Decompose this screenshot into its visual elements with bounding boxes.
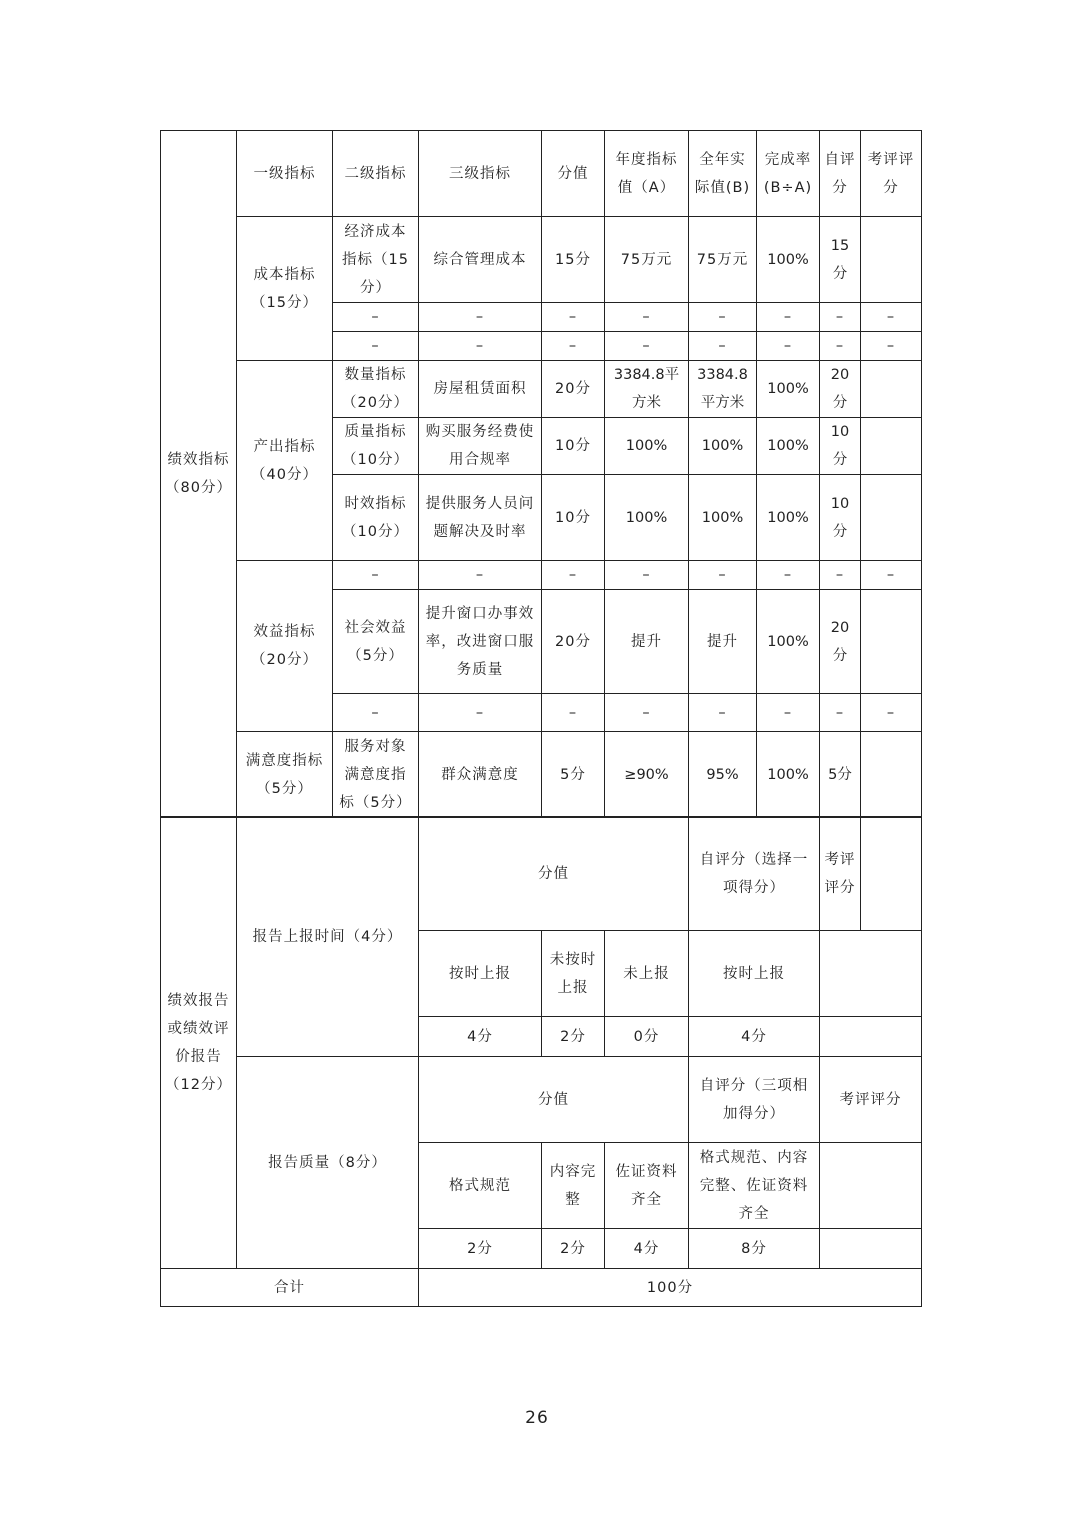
cell-actual: 100% [689,418,757,475]
satisfaction-level1: 满意度指标（5分） [237,732,333,818]
report-section [160,816,922,1307]
dash-cell: – [861,332,922,361]
quality-review-cell [820,1143,922,1229]
dash-cell: – [333,303,419,332]
cell-rate: 100% [757,732,820,818]
dash-cell: – [861,303,922,332]
cell-level2: 时效指标（10分） [333,475,419,561]
timing-self-score: 4分 [689,1017,820,1057]
output-level1: 产出指标（40分） [237,361,333,561]
cell-score: 20分 [542,590,605,694]
quality-self-header: 自评分（三项相加得分） [689,1057,820,1143]
table-row [161,361,922,418]
quality-option-score: 2分 [419,1229,542,1269]
cell-rate: 100% [757,217,820,303]
quality-score-header: 分值 [419,1057,689,1143]
cell-target: 3384.8平方米 [605,361,689,418]
timing-review-cell [820,931,922,1017]
cell-score: 10分 [542,418,605,475]
timing-option-score: 4分 [419,1017,542,1057]
timing-review-blank [861,817,922,931]
quality-review-cell [820,1229,922,1269]
dash-cell: – [861,694,922,732]
cell-self-score: 20分 [820,361,861,418]
cell-level3: 提供服务人员问题解决及时率 [419,475,542,561]
cell-review-score [861,361,922,418]
dash-cell: – [419,332,542,361]
cell-rate: 100% [757,418,820,475]
dash-cell: – [542,303,605,332]
header-score: 分值 [542,131,605,217]
cell-level3: 购买服务经费使用合规率 [419,418,542,475]
dash-cell: – [542,694,605,732]
cell-review-score [861,418,922,475]
cell-target: 提升 [605,590,689,694]
cell-score: 5分 [542,732,605,818]
dash-cell: – [419,303,542,332]
cell-level2: 质量指标（10分） [333,418,419,475]
cell-level3: 提升窗口办事效率，改进窗口服务质量 [419,590,542,694]
cell-review-score [861,217,922,303]
cell-level3: 群众满意度 [419,732,542,818]
cell-target: ≥90% [605,732,689,818]
dash-cell: – [689,332,757,361]
dash-cell: – [689,561,757,590]
cell-self-score: 20分 [820,590,861,694]
dash-cell: – [605,694,689,732]
dash-cell: – [689,694,757,732]
quality-review-header: 考评评分 [820,1057,922,1143]
dash-cell: – [689,303,757,332]
cell-review-score [861,475,922,561]
cell-level3: 综合管理成本 [419,217,542,303]
performance-score-table [160,130,922,818]
report-section-label: 绩效报告或绩效评价报告（12分） [161,817,237,1269]
quality-option: 格式规范 [419,1143,542,1229]
timing-self-header: 自评分（选择一项得分） [689,817,820,931]
dash-cell: – [757,303,820,332]
page-number: 26 [525,1408,549,1428]
dash-cell: – [333,332,419,361]
header-target: 年度指标值（A） [605,131,689,217]
cell-actual: 100% [689,475,757,561]
timing-review-header: 考评评分 [820,817,861,931]
table-row [161,561,922,590]
timing-option-score: 0分 [605,1017,689,1057]
total-value: 100分 [419,1269,922,1307]
cell-level2: 经济成本指标（15分） [333,217,419,303]
timing-option: 未上报 [605,931,689,1017]
cell-self-score: 10分 [820,475,861,561]
cell-self-score: 15分 [820,217,861,303]
report-score-table [160,816,922,1307]
report-timing-label: 报告上报时间（4分） [237,817,419,1057]
cell-level3: 房屋租赁面积 [419,361,542,418]
header-level3: 三级指标 [419,131,542,217]
dash-cell: – [820,303,861,332]
dash-cell: – [820,332,861,361]
dash-cell: – [542,561,605,590]
cost-level1: 成本指标（15分） [237,217,333,361]
quality-option-score: 2分 [542,1229,605,1269]
cell-level2: 服务对象满意度指标（5分） [333,732,419,818]
header-review-score: 考评评分 [861,131,922,217]
dash-cell: – [419,694,542,732]
dash-cell: – [820,694,861,732]
total-label: 合计 [161,1269,419,1307]
dash-cell: – [605,561,689,590]
timing-option: 按时上报 [419,931,542,1017]
quality-self-score: 8分 [689,1229,820,1269]
table-row [161,217,922,303]
dash-cell: – [757,561,820,590]
timing-self-choice: 按时上报 [689,931,820,1017]
quality-option-score: 4分 [605,1229,689,1269]
dash-cell: – [333,561,419,590]
cell-review-score [861,590,922,694]
dash-cell: – [333,694,419,732]
cell-rate: 100% [757,475,820,561]
header-self-score: 自评分 [820,131,861,217]
cell-score: 20分 [542,361,605,418]
cell-rate: 100% [757,590,820,694]
cell-target: 75万元 [605,217,689,303]
dash-cell: – [820,561,861,590]
cell-actual: 95% [689,732,757,818]
cell-rate: 100% [757,361,820,418]
quality-self-choice: 格式规范、内容完整、佐证资料齐全 [689,1143,820,1229]
dash-cell: – [605,332,689,361]
cell-actual: 75万元 [689,217,757,303]
dash-cell: – [757,694,820,732]
quality-option: 内容完整 [542,1143,605,1229]
dash-cell: – [542,332,605,361]
dash-cell: – [419,561,542,590]
cell-target: 100% [605,418,689,475]
cell-level2: 社会效益（5分） [333,590,419,694]
timing-option: 未按时上报 [542,931,605,1017]
table-row [161,732,922,818]
header-rate: 完成率(B÷A) [757,131,820,217]
dash-cell: – [757,332,820,361]
cell-actual: 提升 [689,590,757,694]
dash-cell: – [861,561,922,590]
cell-score: 10分 [542,475,605,561]
cell-review-score [861,732,922,818]
timing-score-header: 分值 [419,817,689,931]
header-level2: 二级指标 [333,131,419,217]
cell-self-score: 5分 [820,732,861,818]
cell-score: 15分 [542,217,605,303]
cell-actual: 3384.8平方米 [689,361,757,418]
timing-option-score: 2分 [542,1017,605,1057]
report-quality-label: 报告质量（8分） [237,1057,419,1269]
dash-cell: – [605,303,689,332]
cell-self-score: 10分 [820,418,861,475]
indicator-section-label: 绩效指标（80分） [161,131,237,818]
benefit-level1: 效益指标（20分） [237,561,333,732]
header-actual: 全年实际值(B) [689,131,757,217]
cell-target: 100% [605,475,689,561]
timing-review-cell [820,1017,922,1057]
cell-level2: 数量指标（20分） [333,361,419,418]
quality-option: 佐证资料齐全 [605,1143,689,1229]
header-level1: 一级指标 [237,131,333,217]
